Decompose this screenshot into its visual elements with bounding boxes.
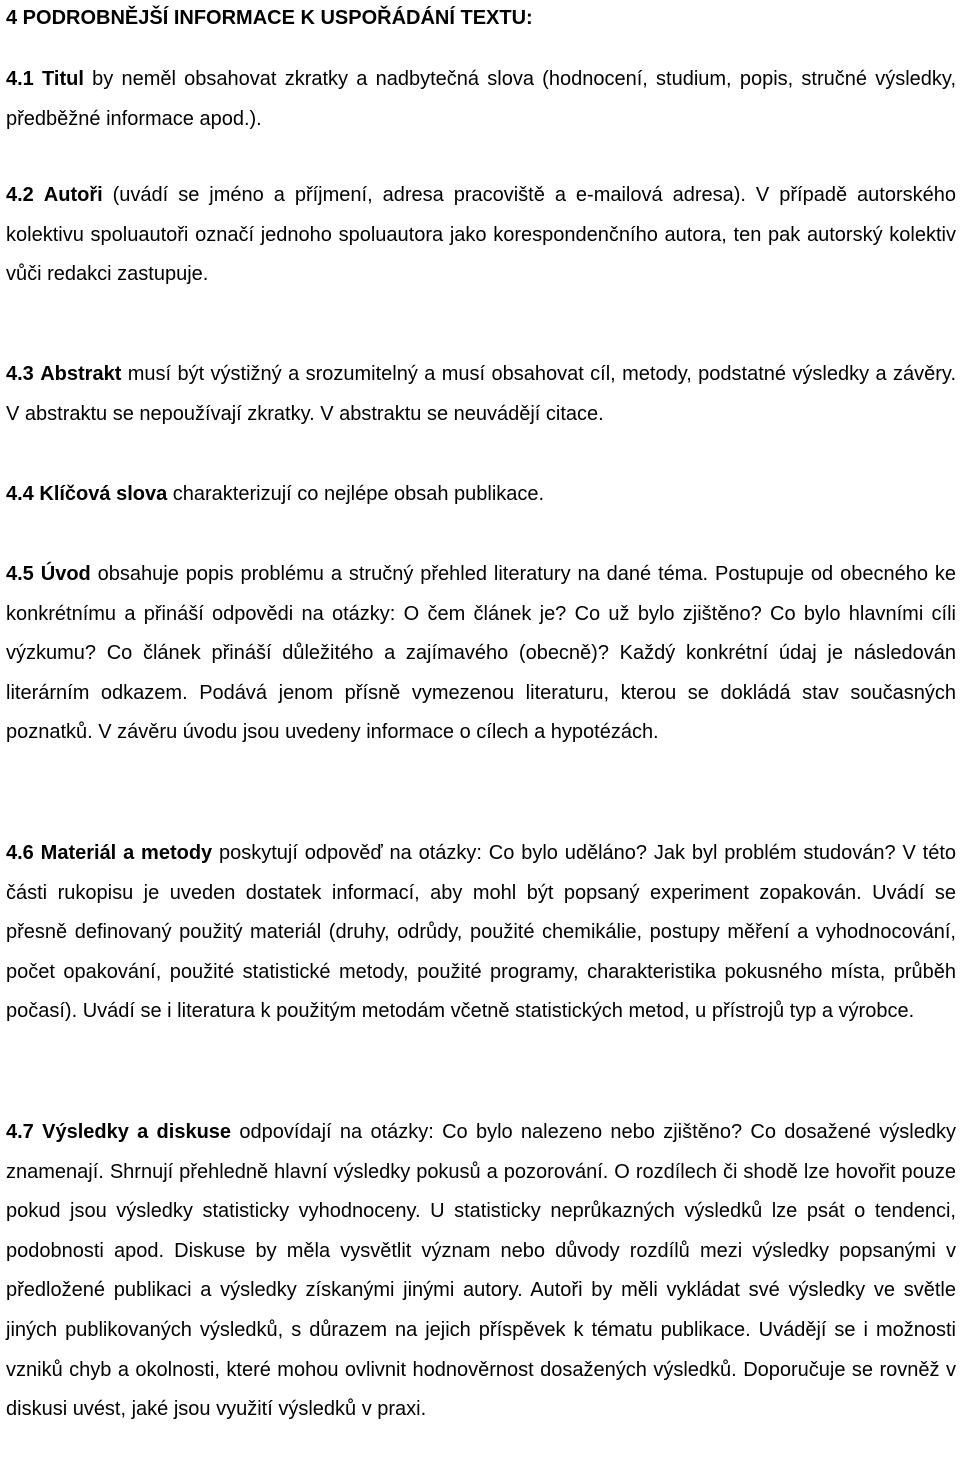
paragraph-number: 4.5 [6, 563, 34, 585]
paragraph-text: musí být výstižný a srozumitelný a musí obsahovat cíl, metody, podstatné výsledky a závěry. V abstraktu se nepoužívají zkratky. V abstraktu se neuvádějí citace. [6, 363, 956, 425]
paragraph-term: Výsledky a diskuse [42, 1121, 232, 1143]
paragraph-text: charakterizují co nejlépe obsah publikace. [167, 483, 545, 505]
paragraph-title [6, 60, 956, 139]
section-heading: 4 PODROBNĚJŠÍ INFORMACE K USPOŘÁDÁNÍ TEXTU: [6, 7, 533, 29]
paragraph-text: (uvádí se jméno a příjmení, adresa pracoviště a e-mailová adresa). V případě autorského kolektivu spoluautoři označí jednoho spoluautora jako korespondenčního autora, ten pak autorský kolektiv vůči redakci zastupuje. [6, 184, 956, 286]
paragraph-number: 4.2 [6, 184, 34, 206]
paragraph-results [6, 1113, 956, 1430]
paragraph-number: 4.7 [6, 1121, 34, 1143]
paragraph-number: 4.4 [6, 483, 34, 505]
paragraph-text: obsahuje popis problému a stručný přehled literatury na dané téma. Postupuje od obecného ke konkrétnímu a přináší odpovědi na otázky: O čem článek je? Co už bylo zjištěno? Co bylo hlavními cíli výzkumu? Co článek přináší důležitého a zajímavého (obecně)? Každý konkrétní údaj je následován literárním odkazem. Podává jenom přísně vymezenou literaturu, kterou se dokládá stav současných poznatků. V závěru úvodu jsou uvedeny informace o cílech a hypotézách. [6, 563, 957, 744]
paragraph-text: poskytují odpověď na otázky: Co bylo uděláno? Jak byl problém studován? V této části rukopisu je uveden dostatek informací, aby mohl být popsaný experiment zopakován. Uvádí se přesně definovaný použitý materiál (druhy, odrůdy, použité chemikálie, postupy měření a vyhodnocování, počet opakování, použité statistické metody, použité programy, charakteristika pokusného místa, průběh počasí). Uvádí se i literatura k použitým metodám včetně statistických metod, u přístrojů typ a výrobce. [6, 842, 956, 1023]
paragraph-term: Úvod [40, 563, 91, 585]
paragraph-term: Titul [42, 68, 84, 90]
paragraph-number: 4.3 [6, 363, 34, 385]
paragraph-abstract [6, 355, 956, 434]
paragraph-text: odpovídají na otázky: Co bylo nalezeno nebo zjištěno? Co dosažené výsledky znamenají. Shrnují přehledně hlavní výsledky pokusů a pozorování. O rozdílech či shodě lze hovořit pouze pokud jsou výsledky statisticky vyhodnoceny. U statisticky neprůkazných výsledků lze psát o tendenci, podobnosti apod. Diskuse by měla vysvětlit význam nebo důvody rozdílů mezi výsledky popsanými v předložené publikaci a výsledky získanými jinými autory. Autoři by měli vykládat své výsledky ve světle jiných publikovaných výsledků, s důrazem na jejich příspěvek k tématu publikace. Uvádějí se i možnosti vzniků chyb a okolnosti, které mohou ovlivnit hodnověrnost dosažených výsledků. Doporučuje se rovněž v diskusi uvést, jaké jsou využití výsledků v praxi. [6, 1121, 956, 1421]
paragraph-keywords [6, 475, 956, 515]
paragraph-term: Klíčová slova [39, 483, 168, 505]
paragraph-number: 4.6 [6, 842, 34, 864]
paragraph-methods [6, 834, 956, 1032]
paragraph-term: Materiál a metody [40, 842, 213, 864]
paragraph-term: Autoři [43, 184, 103, 206]
paragraph-term: Abstrakt [40, 363, 122, 385]
paragraph-text: by neměl obsahovat zkratky a nadbytečná slova (hodnocení, studium, popis, stručné výsledky, předběžné informace apod.). [6, 68, 957, 130]
paragraph-authors [6, 176, 956, 295]
paragraph-introduction [6, 555, 956, 753]
paragraph-number: 4.1 [6, 68, 34, 90]
